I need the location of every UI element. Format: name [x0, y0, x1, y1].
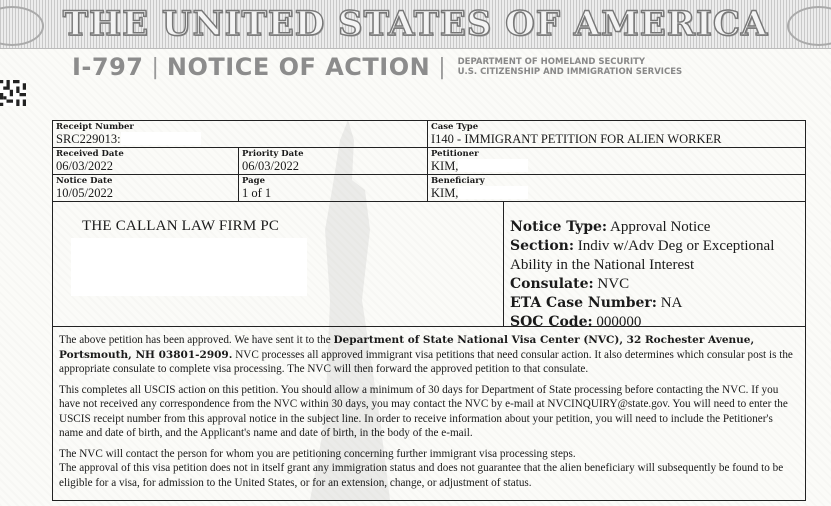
beneficiary-text: KIM,: [431, 186, 459, 200]
nvc-address: Department of State National Visa Center (NVC), 32 Rochester Avenue, Portsmouth, NH 03801-2909.: [59, 334, 755, 361]
consulate-label: Consulate:: [510, 276, 594, 292]
page-cell: [239, 175, 428, 201]
form-number: I-797: [72, 53, 144, 81]
beneficiary-value: [431, 186, 799, 201]
notice-summary: [504, 202, 805, 330]
barcode-icon: [0, 80, 26, 106]
soc-label: SOC Code:: [510, 314, 593, 330]
table-row: [53, 175, 805, 202]
notice-type-value: Approval Notice: [610, 219, 711, 235]
notice-date-value: 10/05/2022: [56, 186, 113, 200]
section-label: Section:: [510, 238, 575, 254]
petitioner-text: KIM,: [431, 159, 459, 173]
petitioner-cell: [428, 148, 802, 174]
receipt-number-value: [56, 132, 424, 147]
receipt-number-cell: [53, 121, 428, 147]
notice-table: [52, 120, 806, 501]
table-row: [53, 148, 805, 175]
case-type-value: I140 - IMMIGRANT PETITION FOR ALIEN WORKER: [431, 132, 722, 146]
body-text: The NVC will contact the person for whom you are petitioning concerning further immigrant visa processing steps.: [59, 447, 576, 460]
receipt-number-text: SRC229013:: [56, 132, 121, 146]
soc-value: 000000: [596, 314, 642, 330]
page-label: Page: [242, 176, 266, 186]
redaction: [458, 159, 528, 172]
beneficiary-label: Beneficiary: [431, 176, 485, 186]
redaction: [458, 186, 528, 199]
section-line: [510, 237, 799, 275]
mailing-address-block: [53, 202, 504, 326]
address-notice-row: [53, 202, 805, 330]
eta-label: ETA Case Number:: [510, 295, 657, 311]
body-paragraph: This completes all USCIS action on this petition. You should allow a minimum of 30 days for Department of State processing before contacting the NVC. If you have not received any correspondence from the NVC within 30 days, you may contact the NVC by e-mail at NVCINQUIRY@state.gov. You will need to enter the USCIS receipt number from this approval notice in the subject line. In order to receive information about your petition, you will need to include the Petitioner's name and date of birth, and the Applicant's name and date of birth, in the body of the e-mail.: [59, 383, 788, 439]
address-redaction: [71, 238, 307, 296]
body-text: The above petition has been approved. We have sent it to the: [59, 334, 334, 346]
case-type-label: Case Type: [431, 122, 479, 132]
body-text: The approval of this visa petition does not in itself grant any immigration status and does not guarantee that the alien beneficiary will subsequently be found to be eligible for a visa, for admission to the United States, or for an extension, change, or adjustment of status.: [59, 462, 784, 489]
section-value: Indiv w/Adv Deg or Exceptional Ability in the National Interest: [510, 238, 775, 273]
case-type-cell: [428, 121, 802, 147]
petitioner-value: [431, 159, 799, 174]
consulate-value: NVC: [597, 276, 630, 292]
agency-line: U.S. CITIZENSHIP AND IMMIGRATION SERVICES: [457, 67, 683, 77]
priority-date-value: 06/03/2022: [242, 159, 299, 173]
banner-title: THE UNITED STATES OF AMERICA: [62, 4, 769, 44]
page-value: 1 of 1: [242, 186, 272, 200]
beneficiary-cell: [428, 175, 802, 201]
body-paragraph: [59, 447, 799, 491]
eta-line: [510, 294, 799, 313]
notice-date-label: Notice Date: [56, 176, 113, 186]
notice-date-cell: [53, 175, 239, 201]
notice-body: [53, 327, 805, 500]
body-paragraph: [59, 333, 799, 377]
form-heading: [72, 52, 682, 82]
department-block: [458, 57, 683, 77]
heading-separator: |: [438, 54, 446, 80]
priority-date-label: Priority Date: [242, 149, 304, 159]
body-text: NVC processes all approved immigrant visa petitions that need consular action. It also determines which consular post is the appropriate consulate to complete visa processing. The NVC will then forward the approved petition to that consulate.: [59, 348, 793, 375]
heading-separator: |: [151, 54, 159, 80]
notice-type-label: Notice Type:: [510, 219, 608, 235]
notice-type-line: [510, 218, 799, 237]
petitioner-label: Petitioner: [431, 149, 479, 159]
received-date-value: 06/03/2022: [56, 159, 113, 173]
law-firm-name: THE CALLAN LAW FIRM PC: [82, 218, 280, 234]
form-name: NOTICE OF ACTION: [166, 53, 431, 81]
eta-value: NA: [660, 295, 683, 311]
received-date-label: Received Date: [56, 149, 124, 159]
table-row: [53, 121, 805, 148]
received-date-cell: [53, 148, 239, 174]
redaction: [121, 132, 201, 145]
banner: [0, 0, 831, 49]
department-line: DEPARTMENT OF HOMELAND SECURITY: [457, 57, 646, 67]
soc-line: [510, 313, 799, 332]
priority-date-cell: [239, 148, 428, 174]
consulate-line: [510, 275, 799, 294]
receipt-number-label: Receipt Number: [56, 122, 134, 132]
